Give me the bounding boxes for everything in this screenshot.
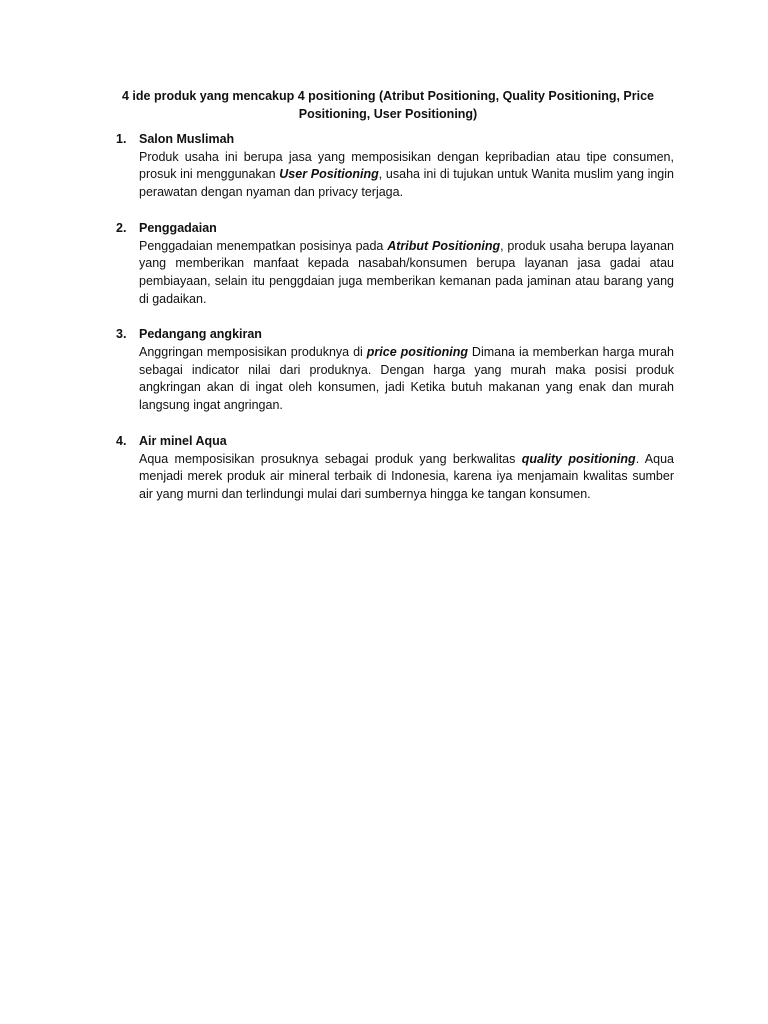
paragraph-text: , produk usaha berupa layanan yang memberikan manfaat kepada nasabah/konsumen berupa layanan jasa gadai atau pembiayaan, selain itu penggdaian juga memberikan kemanan pada jaminan atau barang yang di gadaikan. [139, 238, 674, 306]
list-item-paragraph [139, 344, 674, 415]
list-item-number: 2. [116, 220, 127, 235]
paragraph-text: Penggadaian menempatkan posisinya pada [139, 238, 388, 253]
list-item [116, 326, 676, 415]
positioning-emphasis: price positioning [366, 345, 468, 360]
paragraph-text: Dimana ia memberkan harga murah sebagai indicator nilai dari produknya. Dengan harga yang murah maka posisi produk angkringan akan di ingat oleh konsumen, jadi Ketika butuh makanan yang enak dan murah langsung ingat angringan. [139, 345, 674, 413]
positioning-emphasis: quality positioning [521, 451, 636, 466]
positioning-emphasis: User Positioning [279, 167, 379, 182]
paragraph-text: . Aqua menjadi merek produk air mineral terbaik di Indonesia, karena iya menjamain kwalitas sumber air yang murni dan terlindungi mulai dari sumbernya hingga ke tangan konsumen. [139, 451, 674, 501]
list-item-number: 4. [116, 433, 127, 448]
list-item-number: 3. [116, 327, 127, 342]
list-item-heading: Pedangang angkiran [139, 327, 262, 342]
list-item-paragraph [139, 149, 674, 202]
positioning-emphasis: Atribut Positioning [387, 238, 501, 253]
list-item-paragraph [139, 451, 674, 504]
list-item [116, 131, 676, 202]
list-item-paragraph [139, 238, 674, 309]
document-title: 4 ide produk yang mencakup 4 positioning (Atribut Positioning, Quality Positioning, Price Positioning, User Positioning) [122, 89, 654, 121]
list-item-heading: Air minel Aqua [139, 433, 227, 448]
paragraph-text: Aqua memposisikan prosuknya sebagai produk yang berkwalitas [139, 451, 522, 466]
list-item-number: 1. [116, 132, 127, 146]
list-item [116, 220, 676, 309]
paragraph-text: Anggringan memposisikan produknya di [139, 345, 367, 360]
paragraph-text: , usaha ini di tujukan untuk Wanita muslim yang ingin perawatan dengan nyaman dan privacy terjaga. [139, 167, 674, 200]
list-item-heading: Penggadaian [139, 220, 217, 235]
list-item [116, 433, 676, 504]
numbered-list [116, 131, 676, 522]
paragraph-text: Produk usaha ini berupa jasa yang memposisikan dengan kepribadian atau tipe consumen, prosuk ini menggunakan [139, 149, 674, 182]
list-item-heading: Salon Muslimah [139, 132, 235, 146]
